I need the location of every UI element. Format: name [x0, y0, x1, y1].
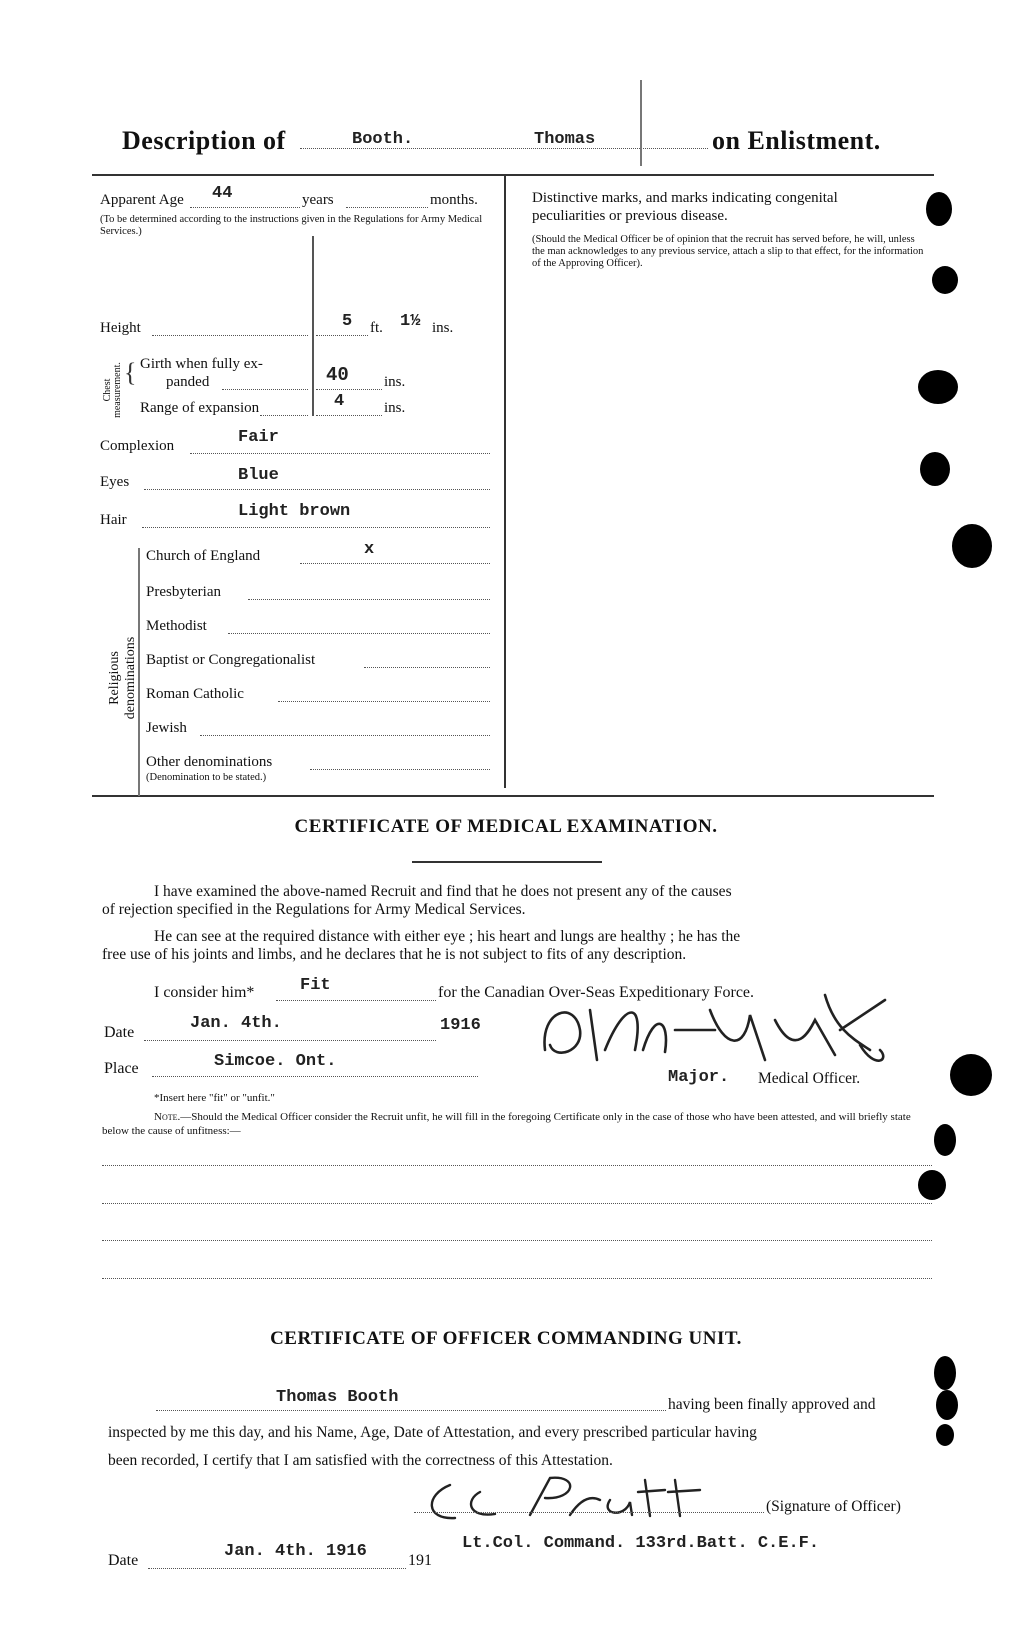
commanding-date-value: Jan. 4th. 1916: [224, 1542, 367, 1561]
age-value: 44: [212, 184, 233, 203]
title-on-enlistment: on Enlistment.: [712, 126, 881, 155]
commanding-line2: inspected by me this day, and his Name, Age, Date of Attestation, and every prescribed particular having: [108, 1424, 757, 1441]
ft-label: ft.: [370, 320, 383, 336]
ins-label: ins.: [432, 320, 454, 336]
place-label: Place: [104, 1060, 139, 1077]
denomination-jewish: Jewish: [146, 720, 187, 736]
title-description-of: Description of: [122, 126, 286, 155]
commanding-rank-value: Lt.Col. Command. 133rd.Batt. C.E.F.: [462, 1534, 820, 1553]
denomination-methodist: Methodist: [146, 618, 207, 634]
marks-heading-1: Distinctive marks, and marks indicating congenital: [532, 190, 838, 206]
complexion-value: Fair: [238, 428, 279, 447]
eyes-value: Blue: [238, 466, 279, 485]
hair-label: Hair: [100, 512, 127, 528]
range-label: Range of expansion: [140, 400, 260, 416]
commanding-line3: been recorded, I certify that I am satisfied with the correctness of this Attestation.: [108, 1452, 613, 1469]
hair-value: Light brown: [238, 502, 351, 521]
range-unit: ins.: [384, 400, 406, 416]
unfit-line-3: [102, 1240, 932, 1241]
marks-note: (Should the Medical Officer be of opinion that the recruit has served before, he will, unless the man acknowledges to any previous service, attach a slip to that effect, for the information of the Approving Officer).: [532, 234, 924, 269]
chest-brace: {: [124, 358, 137, 387]
section-rule: [92, 795, 934, 797]
medical-rank-value: Major.: [668, 1068, 730, 1087]
fitness-value: Fit: [300, 976, 331, 995]
apparent-age-label: Apparent Age: [100, 192, 184, 208]
height-in-value: 1½: [400, 312, 421, 331]
fold-mark: [640, 80, 642, 166]
unfit-note: Note.—Should the Medical Officer consider the Recruit unfit, he will fill in the foregoing Certificate only in the case of those who have been attested, and will briefly state below the cause of unfitness:—: [102, 1111, 911, 1137]
denomination-other: Other denominations: [146, 754, 273, 770]
denomination-roman-catholic: Roman Catholic: [146, 686, 244, 702]
girth-label-1: Girth when fully ex-: [140, 356, 263, 372]
religion-bracket: [138, 548, 140, 796]
complexion-label: Complexion: [100, 438, 175, 454]
medical-para1-line1: I have examined the above-named Recruit and find that he does not present any of the causes: [154, 883, 732, 900]
commanding-officer-signature: [410, 1470, 740, 1530]
commanding-line1-tail: having been finally approved and: [668, 1396, 876, 1413]
medical-officer-signature: [535, 990, 905, 1076]
other-denomination-note: (Denomination to be stated.): [146, 772, 267, 783]
eyes-label: Eyes: [100, 474, 130, 490]
chest-measurement-side-label: Chest measurement.: [102, 362, 123, 418]
age-instruction-note: (To be determined according to the instructions given in the Regulations for Army Medical Services.): [100, 214, 483, 237]
range-value: 4: [334, 392, 345, 411]
approved-name-value: Thomas Booth: [276, 1388, 399, 1407]
medical-title-underline: [412, 861, 602, 863]
medical-date-value: Jan. 4th.: [190, 1014, 282, 1033]
medical-date-year: 1916: [440, 1016, 481, 1035]
months-label: months.: [430, 192, 478, 208]
signature-of-officer-label: (Signature of Officer): [766, 1498, 901, 1515]
denomination-church-of-england: Church of England: [146, 548, 261, 564]
place-value: Simcoe. Ont.: [214, 1052, 337, 1071]
column-divider: [504, 176, 506, 788]
religion-side-label: Religious denominations: [107, 636, 138, 720]
unfit-line-1: [102, 1165, 932, 1166]
commanding-date-suffix: 191: [408, 1552, 432, 1569]
commanding-date-label: Date: [108, 1552, 139, 1569]
denomination-presbyterian: Presbyterian: [146, 584, 221, 600]
insert-fit-note: *Insert here "fit" or "unfit.": [154, 1092, 275, 1104]
years-label: years: [302, 192, 334, 208]
unfit-line-4: [102, 1278, 932, 1279]
denomination-mark: x: [364, 540, 375, 559]
height-ft-value: 5: [342, 312, 353, 331]
medical-para2-line1: He can see at the required distance with either eye ; his heart and lungs are healthy ; he has the: [154, 928, 741, 945]
unfit-line-2: [102, 1203, 932, 1204]
given-name-value: Thomas: [534, 130, 596, 149]
denomination-baptist: Baptist or Congregationalist: [146, 652, 316, 668]
height-label: Height: [100, 320, 141, 336]
medical-date-label: Date: [104, 1024, 135, 1041]
girth-value: 40: [326, 364, 349, 386]
medical-officer-label: Medical Officer.: [758, 1070, 861, 1087]
girth-label-2: panded: [166, 374, 210, 390]
top-rule: [92, 174, 934, 176]
girth-unit: ins.: [384, 374, 406, 390]
medical-para1-line2: of rejection specified in the Regulations for Army Medical Services.: [102, 901, 526, 918]
inner-divider: [312, 236, 314, 416]
surname-value: Booth.: [352, 130, 414, 149]
force-label: for the Canadian Over-Seas Expeditionary Force.: [438, 984, 755, 1001]
consider-label: I consider him*: [154, 984, 255, 1001]
marks-heading-2: peculiarities or previous disease.: [532, 208, 728, 224]
medical-para2-line2: free use of his joints and limbs, and he declares that he is not subject to fits of any description.: [102, 946, 687, 963]
medical-certificate-title: CERTIFICATE OF MEDICAL EXAMINATION.: [294, 816, 718, 837]
commanding-certificate-title: CERTIFICATE OF OFFICER COMMANDING UNIT.: [270, 1328, 742, 1349]
